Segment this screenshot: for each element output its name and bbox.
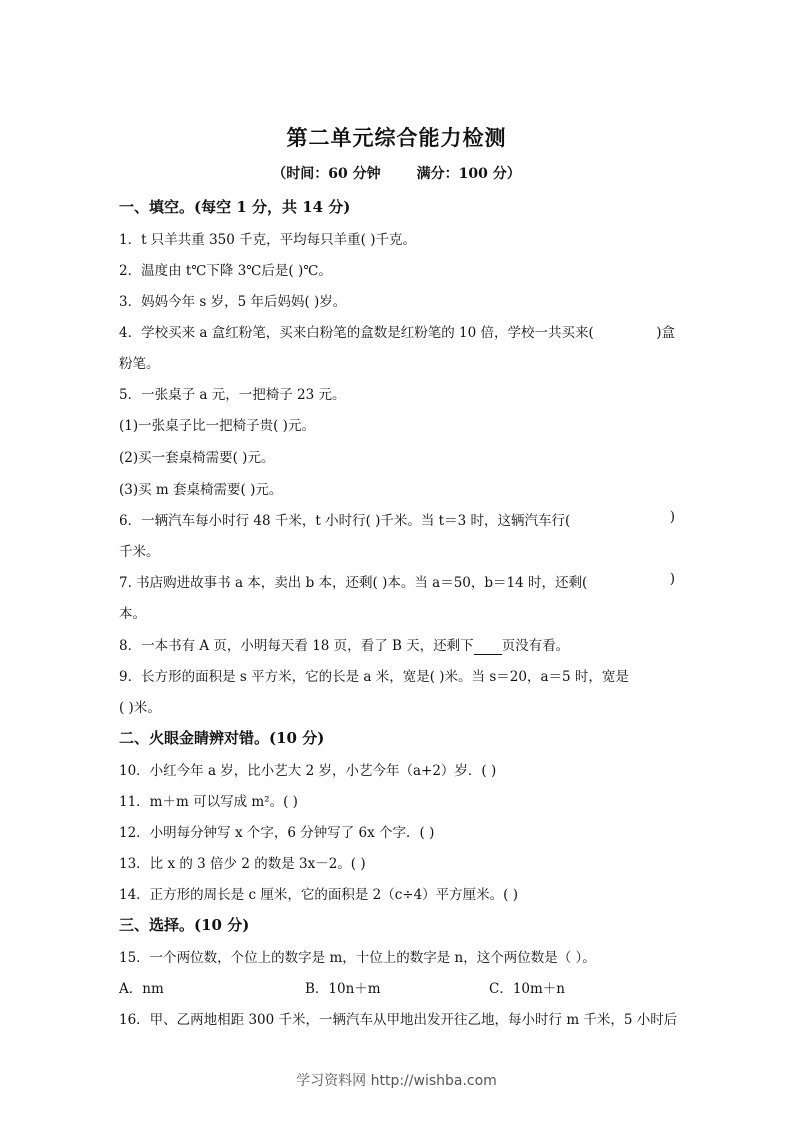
option-c: C．10m＋n	[489, 981, 566, 997]
question-6-tail: )	[669, 509, 675, 525]
question-7-text: 7. 书店购进故事书 a 本，卖出 b 本，还剩( )本。当 a＝50，b＝14 时，还剩(	[119, 575, 588, 591]
question-13: 13．比 x 的 3 倍少 2 的数是 3x－2。( )	[119, 856, 366, 872]
page-title: 第二单元综合能力检测	[286, 125, 507, 150]
full-score: 满分：100 分）	[416, 166, 521, 182]
question-15: 15．一个两位数，个位上的数字是 m，十位上的数字是 n，这个两位数是（ ）。	[119, 950, 596, 966]
question-4-tail: )盒	[656, 325, 675, 341]
question-14: 14．正方形的周长是 c 厘米，它的面积是 2（c÷4）平方厘米。( )	[119, 887, 518, 903]
section-heading-choice: 三、选择。(10 分)	[119, 916, 250, 934]
question-8-text: 8．一本书有 A 页，小明每天看 18 页，看了 B 天，还剩下	[119, 638, 474, 654]
question-1: 1．t 只羊共重 350 千克，平均每只羊重( )千克。	[119, 232, 416, 248]
question-11: 11．m＋m 可以写成 m²。( )	[119, 794, 298, 810]
question-6-text: 6．一辆汽车每小时行 48 千米，t 小时行( )千米。当 t＝3 时，这辆汽车行(	[119, 513, 571, 529]
question-6-continued: 千米。	[119, 544, 160, 560]
question-2: 2．温度由 t℃下降 3℃后是( )℃。	[119, 263, 332, 279]
section-heading-fill-blank: 一、填空。(每空 1 分，共 14 分)	[119, 198, 351, 216]
question-7-tail: )	[669, 571, 675, 587]
question-4-continued: 粉笔。	[119, 356, 160, 372]
question-5-part-3: (3)买 m 套桌椅需要( )元。	[119, 482, 283, 498]
question-5: 5．一张桌子 a 元，一把椅子 23 元。	[119, 387, 346, 403]
option-a: A．nm	[119, 981, 164, 997]
watermark-footer: 学习资料网 http://wishba.com	[296, 1073, 497, 1089]
question-9-continued: ( )米。	[119, 700, 161, 716]
question-3: 3．妈妈今年 s 岁，5 年后妈妈( )岁。	[119, 294, 347, 310]
question-6	[119, 509, 675, 529]
question-8	[119, 634, 675, 655]
question-16: 16．甲、乙两地相距 300 千米，一辆汽车从甲地出发开往乙地，每小时行 m 千米，5 小时后	[119, 1012, 678, 1028]
question-4-text: 4．学校买来 a 盒红粉笔，买来白粉笔的盒数是红粉笔的 10 倍，学校一共买来(	[119, 325, 594, 341]
question-5-part-1: (1)一张桌子比一把椅子贵( )元。	[119, 418, 315, 434]
question-4	[119, 321, 675, 341]
question-9	[119, 665, 675, 685]
question-7	[119, 571, 675, 591]
section-heading-true-false: 二、火眼金睛辨对错。(10 分)	[119, 729, 325, 747]
question-7-continued: 本。	[119, 606, 146, 622]
time-limit: （时间：60 分钟	[272, 166, 381, 182]
question-10: 10．小红今年 a 岁，比小艺大 2 岁，小艺今年（a+2）岁．( )	[119, 763, 497, 779]
option-b: B．10n＋m	[305, 981, 381, 997]
question-8-tail: 页没有看。	[501, 638, 570, 654]
exam-subtitle	[0, 163, 793, 183]
question-5-part-2: (2)买一套桌椅需要( )元。	[119, 450, 275, 466]
question-12: 12．小明每分钟写 x 个字，6 分钟写了 6x 个字．( )	[119, 825, 435, 841]
question-9-text: 9．长方形的面积是 s 平方米，它的长是 a 米，宽是( )米。当 s＝20，a＝5 时，宽是	[119, 669, 629, 685]
answer-blank	[474, 638, 502, 655]
